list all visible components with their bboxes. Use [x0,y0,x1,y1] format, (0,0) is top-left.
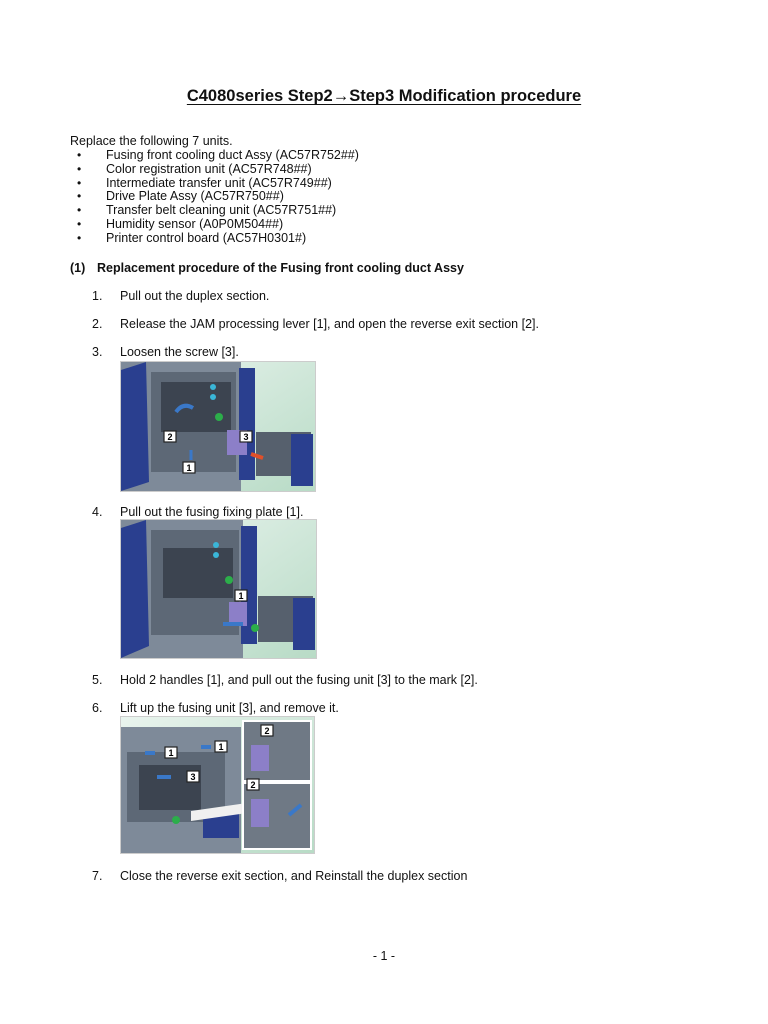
figure-loosen-screw [120,361,316,492]
printer-side-panel [121,520,149,658]
callout-label: 1 [238,591,244,601]
mark-indicator [251,799,269,827]
green-lever [225,576,233,584]
callout-2 [164,431,176,442]
list-item-text: Fusing front cooling duct Assy (AC57R752##) [106,148,359,162]
printer-side-panel [121,362,149,491]
callout-label: 2 [264,726,270,736]
step-text: Loosen the screw [3]. [120,345,239,359]
bullet: • [77,203,82,218]
fusing-section [163,548,233,598]
green-handle [172,816,180,824]
list-item [70,177,359,191]
callout-label: 3 [243,432,249,442]
bullet: • [77,175,82,190]
step-text: Close the reverse exit section, and Reinstall the duplex section [120,869,468,883]
intro-text: Replace the following 7 units. [70,134,233,148]
callout-1 [235,590,247,601]
indicator-dot [213,552,219,558]
section-title: Replacement procedure of the Fusing front cooling duct Assy [97,261,464,275]
callout-label: 1 [218,742,224,752]
step-number: 7. [92,869,103,883]
step-text: Pull out the fusing fixing plate [1]. [120,505,304,519]
step-text: Lift up the fusing unit [3], and remove it. [120,701,339,715]
bullet: • [77,230,82,245]
list-item-text: Printer control board (AC57H0301#) [106,230,307,245]
indicator-dot [210,394,216,400]
duplex-cover [291,434,313,486]
printer-front-cover [239,368,255,480]
duplex-cover [293,598,315,650]
step-7 [92,869,467,883]
step-text: Pull out the duplex section. [120,289,270,303]
step-6 [92,701,339,715]
step-text: Hold 2 handles [1], and pull out the fusing unit [3] to the mark [2]. [120,673,478,687]
section-number: (1) [70,261,86,275]
bullet: • [77,161,82,176]
callout-1 [165,747,177,758]
step-number: 2. [92,317,103,331]
figure-fusing-plate [120,519,317,659]
list-item [70,232,359,246]
callout-label: 3 [190,772,196,782]
list-item-text: Intermediate transfer unit (AC57R749##) [106,175,332,190]
indicator-dot [213,542,219,548]
step-number: 5. [92,673,103,687]
list-item-text: Color registration unit (AC57R748##) [106,161,312,176]
green-lever [215,413,223,421]
list-item [70,149,359,163]
list-item [70,204,359,218]
step-number: 4. [92,505,103,519]
printer-illustration-3 [121,717,314,853]
figure-remove-fusing-unit [120,716,315,854]
step-number: 1. [92,289,103,303]
list-item [70,190,359,204]
list-item-text: Humidity sensor (A0P0M504##) [106,216,284,231]
callout-label: 2 [167,432,173,442]
step-text: Release the JAM processing lever [1], and open the reverse exit section [2]. [120,317,539,331]
callout-3 [187,771,199,782]
indicator-dot [210,384,216,390]
list-item [70,163,359,177]
callout-label: 1 [168,748,174,758]
step-5 [92,673,478,687]
callout-3 [240,431,252,442]
list-item-text: Drive Plate Assy (AC57R750##) [106,189,284,204]
green-handle [251,624,259,632]
step-number: 6. [92,701,103,715]
bullet: • [77,216,82,231]
list-item [70,218,359,232]
callout-1 [183,462,195,473]
page-title: C4080series Step2→Step3 Modification procedure [186,87,582,105]
section-heading [70,261,464,275]
callout-1 [215,741,227,752]
bullet: • [77,189,82,204]
step-4 [92,505,303,519]
page-number: - 1 - [372,949,396,963]
callout-2 [261,725,273,736]
callout-label: 2 [250,780,256,790]
printer-illustration-2 [121,520,316,658]
step-number: 3. [92,345,103,359]
printer-illustration-1 [121,362,315,491]
step-2 [92,317,539,331]
callout-2 [247,779,259,790]
mark-indicator [251,745,269,771]
bullet: • [77,148,82,162]
fusing-section [161,382,231,432]
callout-label: 1 [186,463,192,473]
step-3 [92,345,239,359]
list-item-text: Transfer belt cleaning unit (AC57R751##) [106,203,337,218]
step-1 [92,289,269,303]
unit-list [70,149,359,246]
